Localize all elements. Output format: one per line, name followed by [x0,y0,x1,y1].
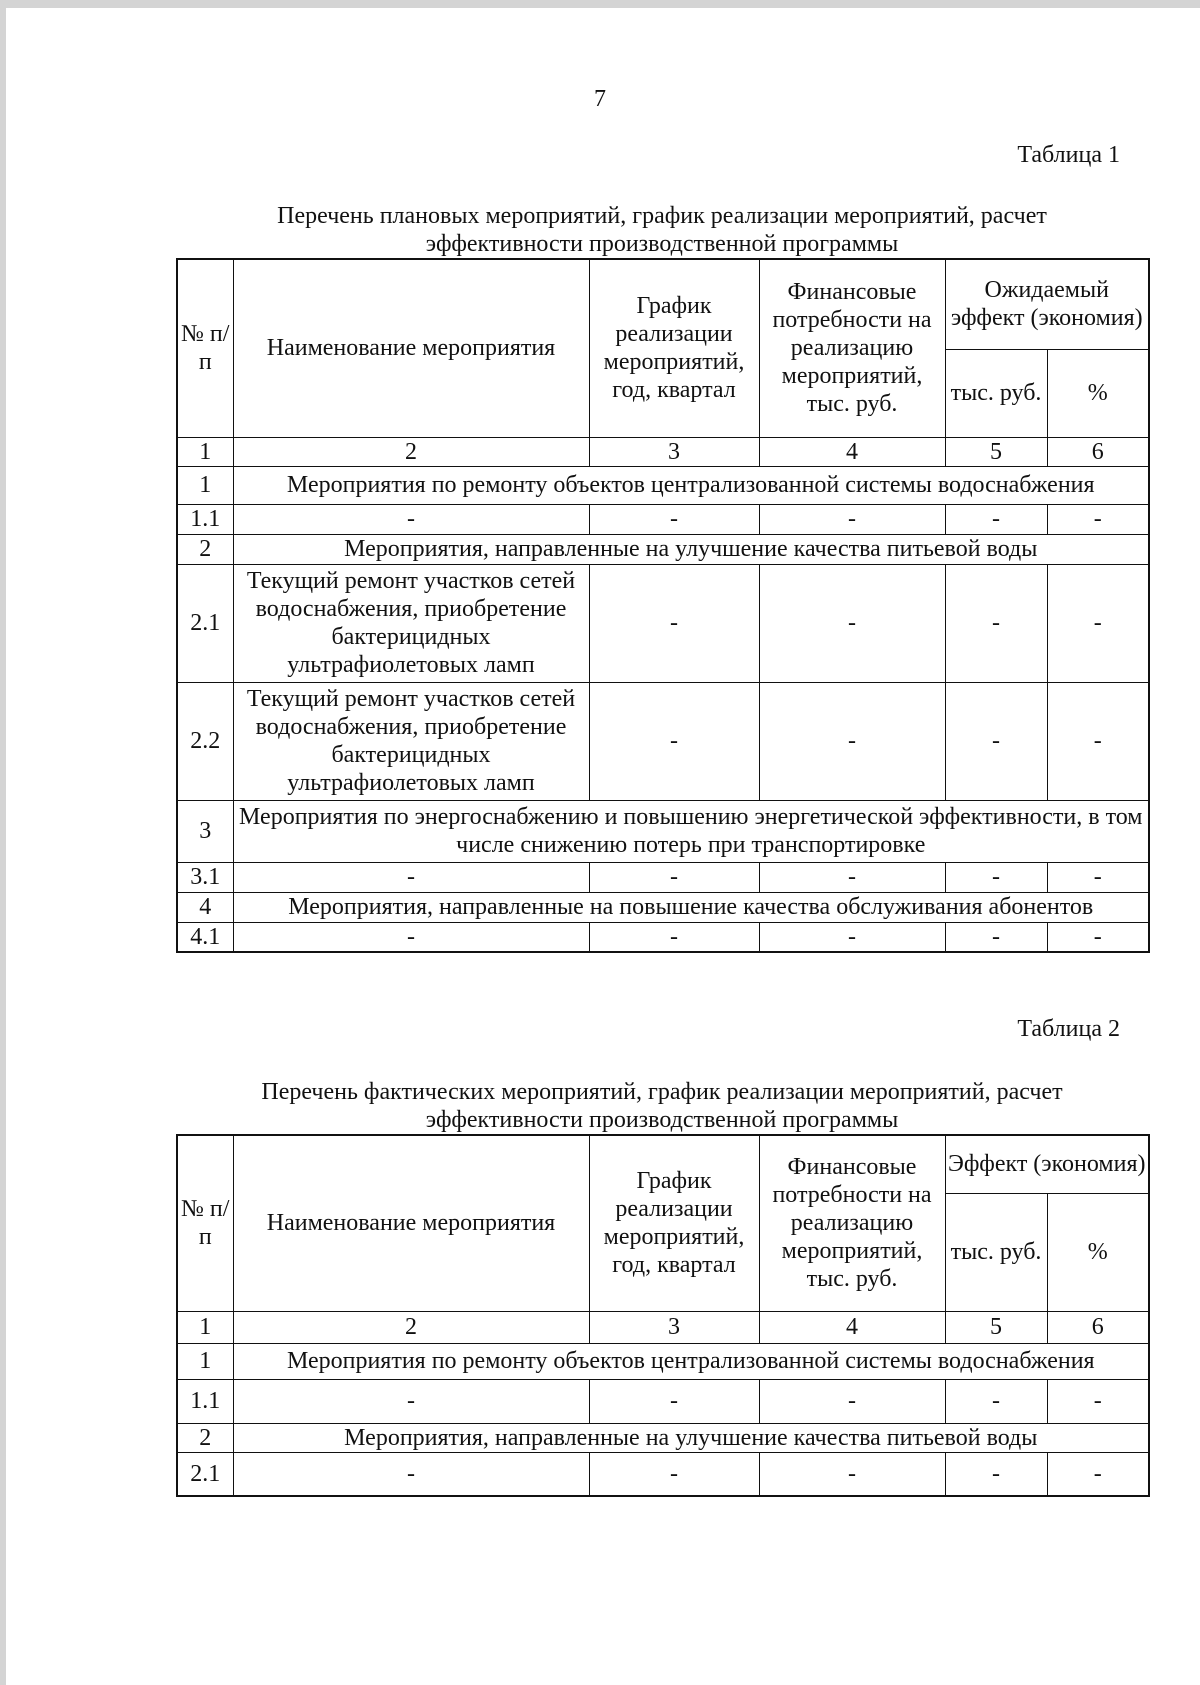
cell-dash: - [589,1452,759,1496]
table1-header-pct: % [1047,349,1149,437]
row-num: 1 [177,1343,233,1379]
table1-label: Таблица 1 [1017,142,1120,168]
table2-header-pct: % [1047,1193,1149,1311]
cell-dash: - [589,682,759,800]
table2-header-schedule: График реализации мероприятий, год, квартал [589,1135,759,1311]
cell-dash: - [1047,1452,1149,1496]
table2-colnum-6: 6 [1047,1311,1149,1343]
table1-header-rub: тыс. руб. [945,349,1047,437]
table2-colnum-3: 3 [589,1311,759,1343]
table2-colnum-2: 2 [233,1311,589,1343]
table2-title-line2: эффективности производственной программы [425,1107,899,1133]
table2-colnum-4: 4 [759,1311,945,1343]
scan-edge-top [0,0,1200,8]
table-row [177,922,1149,952]
cell-dash: - [945,922,1047,952]
section-title: Мероприятия, направленные на улучшение качества питьевой воды [233,534,1149,564]
cell-dash: - [759,1379,945,1423]
cell-dash: - [1047,1379,1149,1423]
table-row [177,534,1149,564]
row-name: - [233,1452,589,1496]
table1-title-line2: эффективности производственной программы [425,231,899,257]
table2-header-effect: Эффект (экономия) [945,1135,1149,1193]
cell-dash: - [1047,862,1149,892]
cell-dash: - [589,1379,759,1423]
section-title: Мероприятия по ремонту объектов централизованной системы водоснабжения [233,1343,1149,1379]
cell-dash: - [1047,504,1149,534]
cell-dash: - [589,564,759,682]
table2-header-finance: Финансовые потребности на реализацию мероприятий, тыс. руб. [759,1135,945,1311]
cell-dash: - [945,564,1047,682]
table1-colnum-1: 1 [177,437,233,466]
cell-dash: - [945,1452,1047,1496]
section-title: Мероприятия, направленные на улучшение качества питьевой воды [233,1423,1149,1452]
cell-dash: - [759,922,945,952]
row-name: - [233,862,589,892]
table2-title [176,1078,1148,1134]
cell-dash: - [1047,682,1149,800]
row-num: 2.1 [177,564,233,682]
scan-edge-left [0,0,6,1685]
table-row [177,800,1149,862]
page-number: 7 [594,86,606,112]
table-row [177,862,1149,892]
cell-dash: - [945,682,1047,800]
cell-dash: - [759,564,945,682]
table1-header-finance: Финансовые потребности на реализацию мероприятий, тыс. руб. [759,259,945,437]
section-title: Мероприятия по ремонту объектов централизованной системы водоснабжения [233,466,1149,504]
table1-title [176,202,1148,258]
table-row [177,1379,1149,1423]
table2-label: Таблица 2 [1017,1016,1120,1042]
cell-dash: - [589,922,759,952]
cell-dash: - [759,682,945,800]
table2-header-name: Наименование мероприятия [233,1135,589,1311]
row-name: Текущий ремонт участков сетей водоснабжения, приобретение бактерицидных ультрафиолетовых ламп [233,682,589,800]
row-num: 1.1 [177,1379,233,1423]
table2-header-rub: тыс. руб. [945,1193,1047,1311]
table1-colnum-6: 6 [1047,437,1149,466]
row-num: 3.1 [177,862,233,892]
cell-dash: - [945,862,1047,892]
table1 [176,258,1150,953]
row-num: 2 [177,534,233,564]
cell-dash: - [759,862,945,892]
table2-colnum-1: 1 [177,1311,233,1343]
row-num: 4 [177,892,233,922]
table2-header-num: № п/ п [177,1135,233,1311]
table-row [177,564,1149,682]
row-num: 2.1 [177,1452,233,1496]
row-name: - [233,1379,589,1423]
table1-header-effect: Ожидаемый эффект (экономия) [945,259,1149,349]
table1-header-name: Наименование мероприятия [233,259,589,437]
cell-dash: - [1047,922,1149,952]
table1-header-num: № п/ п [177,259,233,437]
row-name: Текущий ремонт участков сетей водоснабжения, приобретение бактерицидных ультрафиолетовых ламп [233,564,589,682]
section-title: Мероприятия, направленные на повышение качества обслуживания абонентов [233,892,1149,922]
table2-title-line1: Перечень фактических мероприятий, график реализации мероприятий, расчет [261,1079,1063,1105]
row-num: 4.1 [177,922,233,952]
table-row [177,1423,1149,1452]
table-row [177,1452,1149,1496]
cell-dash: - [1047,564,1149,682]
row-num: 2.2 [177,682,233,800]
table-row [177,466,1149,504]
row-name: - [233,922,589,952]
table-row [177,1343,1149,1379]
table1-colnum-3: 3 [589,437,759,466]
row-num: 3 [177,800,233,862]
cell-dash: - [759,504,945,534]
row-num: 1 [177,466,233,504]
row-num: 1.1 [177,504,233,534]
table-row [177,504,1149,534]
cell-dash: - [945,504,1047,534]
table2-colnum-5: 5 [945,1311,1047,1343]
table2 [176,1134,1150,1497]
cell-dash: - [589,504,759,534]
table1-colnum-4: 4 [759,437,945,466]
table1-colnum-2: 2 [233,437,589,466]
table1-header-schedule: График реализации мероприятий, год, квартал [589,259,759,437]
cell-dash: - [945,1379,1047,1423]
row-name: - [233,504,589,534]
table-row [177,682,1149,800]
table1-colnum-5: 5 [945,437,1047,466]
table-row [177,892,1149,922]
row-num: 2 [177,1423,233,1452]
cell-dash: - [589,862,759,892]
section-title: Мероприятия по энергоснабжению и повышению энергетической эффективности, в том числе снижению потерь при транспортировке [233,800,1149,862]
cell-dash: - [759,1452,945,1496]
table1-title-line1: Перечень плановых мероприятий, график реализации мероприятий, расчет [277,203,1047,229]
